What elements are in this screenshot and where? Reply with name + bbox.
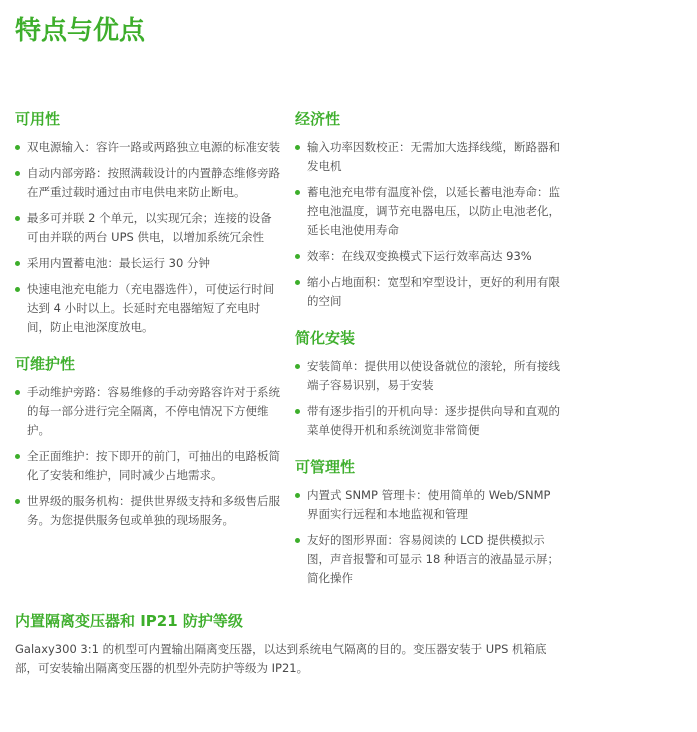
bullet-dot-icon (295, 364, 300, 369)
page-title: 特点与优点 (15, 16, 146, 46)
list-item: 自动内部旁路：按照满载设计的内置静态维修旁路在严重过载时通过由市电供电来防止断电。 (15, 164, 280, 202)
bullet-dot-icon (15, 261, 20, 266)
paragraph: Galaxy300 3:1 的机型可内置输出隔离变压器，以达到系统电气隔离的目的。变压器安装于 UPS 机箱底部，可安装输出隔离变压器的机型外壳防护等级为 IP21。 (15, 642, 547, 675)
section-title: 内置隔离变压器和 IP21 防护等级 (15, 612, 243, 630)
bullet-list (15, 138, 280, 337)
list-item: 手动维护旁路：容易维修的手动旁路容许对于系统的每一部分进行完全隔离，不停电情况下方便维护。 (15, 383, 280, 440)
list-item: 快速电池充电能力（充电器选件），可使运行时间达到 4 小时以上。长延时充电器缩短了充电时间，防止电池深度放电。 (15, 280, 280, 337)
left-column (15, 108, 280, 546)
section-availability (15, 108, 280, 337)
bullet-dot-icon (15, 171, 20, 176)
list-item: 内置式 SNMP 管理卡：使用简单的 Web/SNMP 界面实行远程和本地监视和管理 (295, 486, 560, 524)
bullet-list (295, 486, 560, 588)
list-item: 效率：在线双变换模式下运行效率高达 93% (295, 247, 560, 266)
bullet-dot-icon (15, 216, 20, 221)
bullet-list (295, 357, 560, 440)
list-item: 带有逐步指引的开机向导：逐步提供向导和直观的菜单使得开机和系统浏览非常简便 (295, 402, 560, 440)
bullet-dot-icon (295, 145, 300, 150)
section-easy-install (295, 327, 560, 440)
bullet-dot-icon (295, 280, 300, 285)
list-item: 世界级的服务机构：提供世界级支持和多级售后服务。为您提供服务包或单独的现场服务。 (15, 492, 280, 530)
list-item: 缩小占地面积：宽型和窄型设计，更好的利用有限的空间 (295, 273, 560, 311)
section-title: 经济性 (295, 110, 341, 128)
bullet-dot-icon (295, 409, 300, 414)
right-column (295, 108, 560, 604)
bullet-dot-icon (295, 190, 300, 195)
list-item: 蓄电池充电带有温度补偿，以延长蓄电池寿命：监控电池温度，调节充电器电压，以防止电池老化，延长电池使用寿命 (295, 183, 560, 240)
bullet-dot-icon (15, 287, 20, 292)
list-item: 输入功率因数校正：无需加大选择线缆，断路器和发电机 (295, 138, 560, 176)
bullet-dot-icon (15, 390, 20, 395)
bullet-dot-icon (295, 493, 300, 498)
list-item: 友好的图形界面：容易阅读的 LCD 提供模拟示图，声音报警和可显示 18 种语言的液晶显示屏；简化操作 (295, 531, 560, 588)
list-item: 双电源输入：容许一路或两路独立电源的标准安装 (15, 138, 280, 157)
bullet-dot-icon (295, 254, 300, 259)
section-title: 可维护性 (15, 355, 76, 373)
section-economy (295, 108, 560, 311)
section-transformer (15, 610, 560, 678)
section-title: 简化安装 (295, 329, 356, 347)
bullet-list (295, 138, 560, 311)
bullet-dot-icon (15, 499, 20, 504)
list-item: 采用内置蓄电池：最长运行 30 分钟 (15, 254, 280, 273)
bullet-list (15, 383, 280, 530)
section-manageability (295, 456, 560, 588)
section-maintainability (15, 353, 280, 530)
bullet-dot-icon (15, 145, 20, 150)
list-item: 安装简单：提供用以使设备就位的滚轮，所有接线端子容易识别，易于安装 (295, 357, 560, 395)
list-item: 全正面维护：按下即开的前门，可抽出的电路板简化了安装和维护，同时减少占地需求。 (15, 447, 280, 485)
section-title: 可管理性 (295, 458, 356, 476)
list-item: 最多可并联 2 个单元，以实现冗余；连接的设备可由并联的两台 UPS 供电，以增加系统冗余性 (15, 209, 280, 247)
bullet-dot-icon (295, 538, 300, 543)
section-title: 可用性 (15, 110, 61, 128)
bullet-dot-icon (15, 454, 20, 459)
